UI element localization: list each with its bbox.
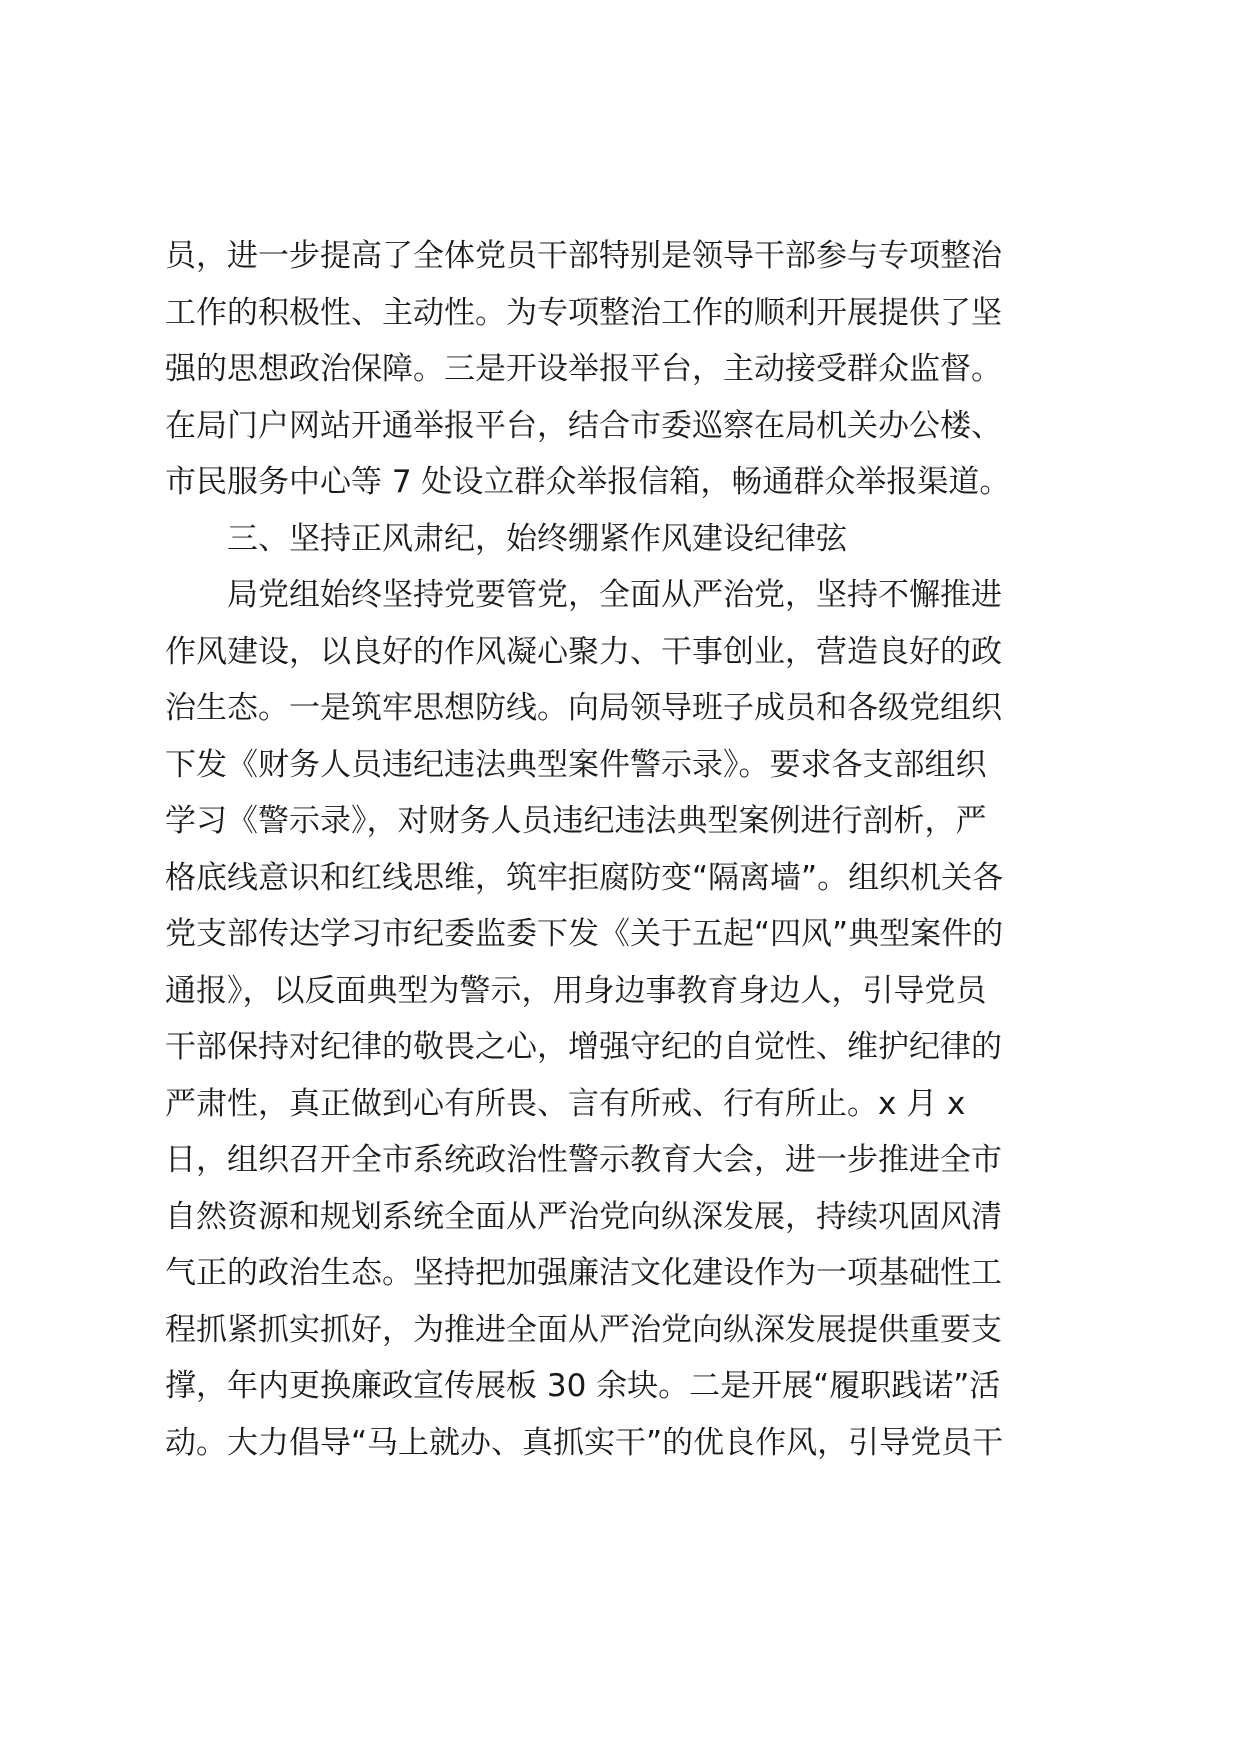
text-line: 自然资源和规划系统全面从严治党向纵深发展，持续巩固风清 <box>165 1198 1002 1235</box>
text-line: 动。大力倡导“马上就办、真抓实干”的优良作风，引导党员干 <box>165 1424 1004 1461</box>
text-line: 强的思想政治保障。三是开设举报平台，主动接受群众监督。 <box>165 351 1002 387</box>
paragraph-start: 局党组始终坚持党要管党，全面从严治党，坚持不懈推进 <box>227 577 1002 613</box>
text-line: 党支部传达学习市纪委监委下发《关于五起“四风”典型案件的 <box>165 916 1004 952</box>
text-line: 日，组织召开全市系统政治性警示教育大会，进一步推进全市 <box>165 1142 1002 1178</box>
text-line: 下发《财务人员违纪违法典型案件警示录》。要求各支部组织 <box>165 746 987 783</box>
text-line: 治生态。一是筑牢思想防线。向局领导班子成员和各级党组织 <box>165 690 1002 726</box>
text-line: 程抓紧抓实抓好，为推进全面从严治党向纵深发展提供重要支 <box>165 1311 1002 1348</box>
section-heading: 三、坚持正风肃纪，始终绷紧作风建设纪律弦 <box>227 520 847 557</box>
text-line: 员，进一步提高了全体党员干部特别是领导干部参与专项整治 <box>165 238 1002 274</box>
text-line: 学习《警示录》，对财务人员违纪违法典型案例进行剖析，严 <box>165 803 987 839</box>
text-line: 干部保持对纪律的敬畏之心，增强守纪的自觉性、维护纪律的 <box>165 1029 1002 1065</box>
document-body <box>165 228 1080 1471</box>
text-line: 通报》，以反面典型为警示，用身边事教育身边人，引导党员 <box>165 972 987 1009</box>
text-line: 气正的政治生态。坚持把加强廉洁文化建设作为一项基础性工 <box>165 1255 1002 1291</box>
text-line: 在局门户网站开通举报平台，结合市委巡察在局机关办公楼、 <box>165 407 1002 444</box>
text-line: 作风建设，以良好的作风凝心聚力、干事创业，营造良好的政 <box>165 633 1002 670</box>
text-line: 撑，年内更换廉政宣传展板 30 余块。二是开展“履职践诺”活 <box>165 1368 1001 1404</box>
text-line: 工作的积极性、主动性。为专项整治工作的顺利开展提供了坚 <box>165 294 1002 331</box>
text-line: 严肃性，真正做到心有所畏、言有所戒、行有所止。x 月 x <box>165 1085 966 1122</box>
text-line: 格底线意识和红线思维，筑牢拒腐防变“隔离墙”。组织机关各 <box>165 859 1004 896</box>
text-line: 市民服务中心等 7 处设立群众举报信箱，畅通群众举报渠道。 <box>165 464 1011 500</box>
